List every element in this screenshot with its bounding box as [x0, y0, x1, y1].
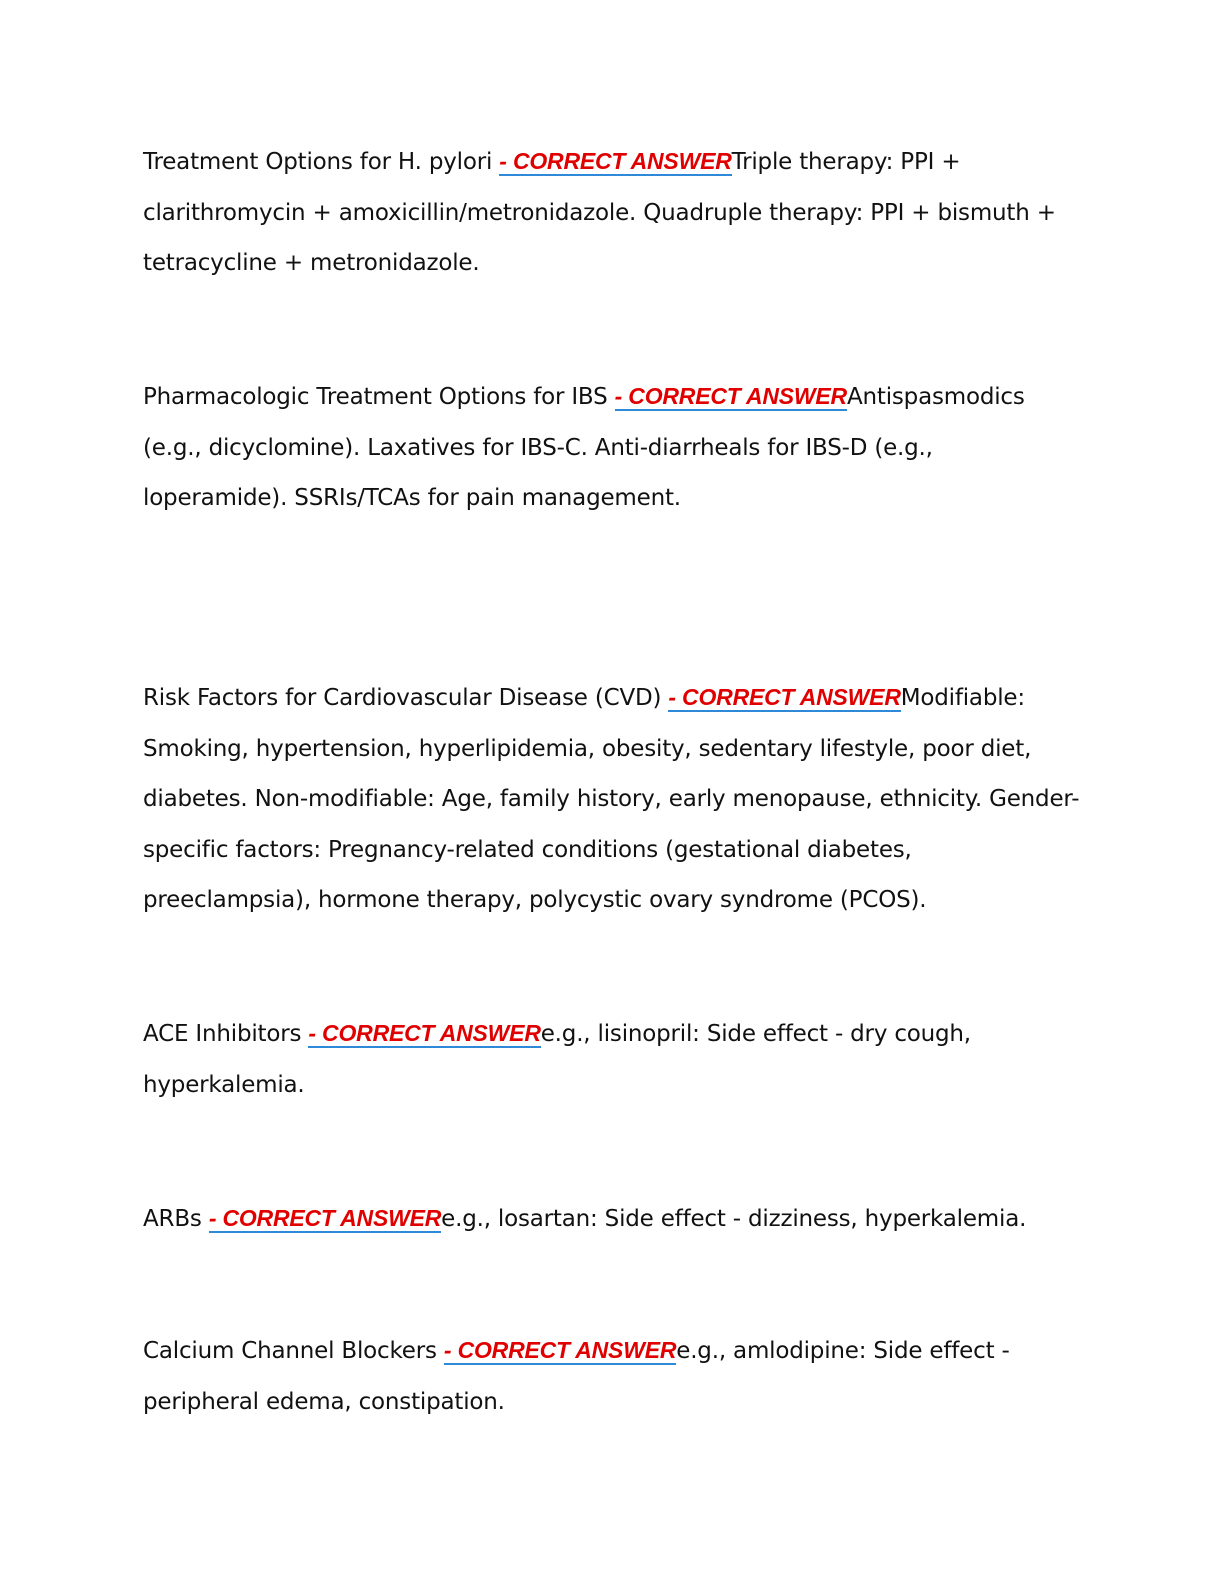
- entry-term: ARBs: [143, 1206, 202, 1232]
- entry-answer: Modifiable: Smoking, hypertension, hyperlipidemia, obesity, sedentary lifestyle, poor diet, diabetes. Non-modifiable: Age, family history, early menopause, ethnicity. Gender-specific factors: Pregnancy-related conditions (gestational diabetes, preeclampsia), hormone therapy, polycystic ovary syndrome (PCOS).: [143, 685, 1080, 913]
- entry-answer: e.g., losartan: Side effect - dizziness, hyperkalemia.: [441, 1206, 1027, 1232]
- qa-entry: [143, 672, 1083, 926]
- entry-answer: e.g., lisinopril: Side effect - dry cough, hyperkalemia.: [143, 1021, 971, 1098]
- entry-answer: e.g., amlodipine: Side effect - peripheral edema, constipation.: [143, 1338, 1010, 1415]
- qa-entry: [143, 136, 1083, 289]
- entry-term: Risk Factors for Cardiovascular Disease (CVD): [143, 685, 662, 711]
- entry-term: Treatment Options for H. pylori: [143, 149, 493, 175]
- correct-answer-marker: - CORRECT ANSWER: [499, 148, 732, 174]
- entry-term: Calcium Channel Blockers: [143, 1338, 437, 1364]
- correct-answer-marker: - CORRECT ANSWER: [668, 684, 901, 710]
- qa-entry: [143, 371, 1083, 524]
- correct-answer-marker: - CORRECT ANSWER: [308, 1020, 541, 1046]
- entry-answer: Antispasmodics (e.g., dicyclomine). Laxatives for IBS-C. Anti-diarrheals for IBS-D (e.g., loperamide). SSRIs/TCAs for pain management.: [143, 384, 1025, 511]
- entry-answer: Triple therapy: PPI + clarithromycin + amoxicillin/metronidazole. Quadruple therapy: PPI + bismuth + tetracycline + metronidazole.: [143, 149, 1056, 276]
- qa-entry: [143, 1325, 1083, 1427]
- correct-answer-marker: - CORRECT ANSWER: [614, 383, 847, 409]
- entry-term: ACE Inhibitors: [143, 1021, 302, 1047]
- entry-term: Pharmacologic Treatment Options for IBS: [143, 384, 608, 410]
- correct-answer-marker: - CORRECT ANSWER: [208, 1205, 442, 1231]
- qa-entry: [143, 1008, 1083, 1110]
- qa-entry: [143, 1193, 1083, 1245]
- correct-answer-marker: - CORRECT ANSWER: [443, 1337, 677, 1363]
